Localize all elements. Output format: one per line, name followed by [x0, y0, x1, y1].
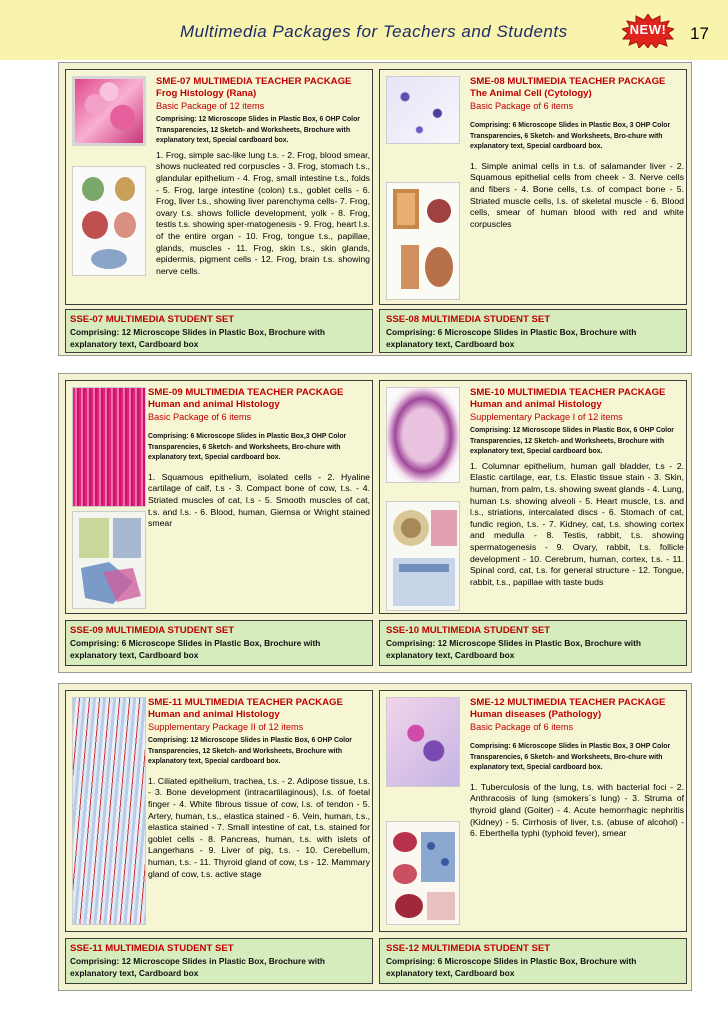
package-code: SME-08 MULTIMEDIA TEACHER PACKAGE — [470, 76, 666, 87]
teacher-package-panel — [379, 380, 687, 614]
student-set-comprising: Comprising: 12 Microscope Slides in Plastic Box, Brochure with explanatory text, Cardboard box — [70, 327, 326, 349]
package-comprising: Comprising: 6 Microscope Slides in Plastic Box,3 OHP Color Transparencies, 6 Sketch- and Worksheets, Bro-chure with explanatory text, Special cardboard box. — [148, 433, 347, 462]
student-set-code: SSE-12 MULTIMEDIA STUDENT SET — [386, 943, 551, 954]
package-name: The Animal Cell (Cytology) — [470, 88, 592, 99]
histology-illustration — [386, 501, 460, 611]
package-subline: Basic Package of 6 items — [148, 412, 252, 422]
package-name: Human and animal Histology — [148, 399, 280, 410]
package-comprising: Comprising: 6 Microscope Slides in Plastic Box, 3 OHP Color Transparencies, 6 Sketch- and Worksheets, Bro-chure with explanatory text, Special cardboard box. — [470, 122, 671, 151]
page-number: 17 — [690, 24, 709, 43]
package-name: Human and animal Histology — [148, 709, 280, 720]
package-subline: Supplementary Package I of 12 items — [470, 412, 623, 422]
teacher-package-panel — [65, 690, 373, 932]
package-block — [58, 373, 692, 673]
package-name: Frog Histology (Rana) — [156, 88, 257, 99]
package-block — [58, 62, 692, 356]
package-name: Human and animal Histology — [470, 399, 602, 410]
teacher-package-panel — [65, 380, 373, 614]
histology-slide-image — [72, 697, 146, 925]
student-set-code: SSE-10 MULTIMEDIA STUDENT SET — [386, 625, 551, 636]
student-set-panel — [65, 620, 373, 666]
package-description: 1. Squamous epithelium, isolated cells - 2. Hyaline cartilage of calf, t.s - 3. Compact bone of cow, t.s. - 4. Striated muscles of cat, l.s - 5. Smooth muscles of cat, t.s. and l.s. - 6. Blood, human, Giemsa or Wright stained smear — [148, 471, 370, 529]
student-set-panel — [379, 620, 687, 666]
package-comprising: Comprising: 12 Microscope Slides in Plastic Box, 6 OHP Color Transparencies, 12 Sketch- and Worksheets, Brochure with explanatory text, Special cardboard box. — [470, 427, 674, 456]
package-subline: Basic Package of 12 items — [156, 101, 265, 111]
kidney-slide-image — [386, 387, 460, 483]
student-set-panel — [379, 309, 687, 353]
animal-cell-slide-image — [386, 76, 460, 144]
new-badge-label: NEW! — [629, 22, 667, 37]
package-code: SME-12 MULTIMEDIA TEACHER PACKAGE — [470, 697, 666, 708]
muscle-histology-slide-image — [72, 387, 146, 507]
package-code: SME-09 MULTIMEDIA TEACHER PACKAGE — [148, 387, 344, 398]
student-set-panel — [65, 309, 373, 353]
frog-histology-slide-image — [72, 76, 146, 146]
package-comprising: Comprising: 12 Microscope Slides in Plastic Box, 6 OHP Color Transparencies, 12 Sketch- and Worksheets, Brochure with explanatory text, Special cardboard box. — [156, 116, 360, 145]
package-subline: Basic Package of 6 items — [470, 722, 574, 732]
student-set-comprising: Comprising: 12 Microscope Slides in Plastic Box, Brochure with explanatory text, Cardboard box — [386, 638, 642, 660]
package-code: SME-07 MULTIMEDIA TEACHER PACKAGE — [156, 76, 352, 87]
page-header — [0, 0, 728, 60]
student-set-panel — [65, 938, 373, 984]
package-description: 1. Simple animal cells in t.s. of salamander liver - 2. Squamous epithelial cells from cheek - 3. Nerve cells and fibers - 4. Bone cells, t.s. of compact bone - 5. Striated muscle cells, l.s. of skeletal muscle - 6. Blood cells, smear of human blood with red and white corpuscles — [470, 160, 684, 229]
package-name: Human diseases (Pathology) — [470, 709, 602, 720]
frog-organs-icon — [73, 167, 146, 276]
package-code: SME-10 MULTIMEDIA TEACHER PACKAGE — [470, 387, 666, 398]
student-set-comprising: Comprising: 6 Microscope Slides in Plastic Box, Brochure with explanatory text, Cardboard box — [70, 638, 321, 660]
package-description: 1. Ciliated epithelium, trachea, t.s. - 2. Adipose tissue, t.s. - 3. Bone development (intracartilaginous), l.s. of foetal finger - 4. White fibrous tissue of cow, l.s. of tendon - 5. Artery, human, t.s., elastica stained - 6. Vein, human, t.s., elastica stained - 7. Small intestine of cat, t.s. stained for goblet cells - 8. Pancreas, human, t.s. with islets of Langerhans - 9. Liver of pig, t.s. - 10. Cerebellum, human, t.s. - 11. Thyroid gland of cow, t.s - 12. Mammary gland of cow, t.s. active stage — [148, 775, 370, 879]
pathology-slide-image — [386, 697, 460, 787]
student-set-comprising: Comprising: 6 Microscope Slides in Plastic Box, Brochure with explanatory text, Cardboard box — [386, 956, 637, 978]
teacher-package-panel — [379, 69, 687, 305]
student-set-code: SSE-09 MULTIMEDIA STUDENT SET — [70, 625, 235, 636]
package-comprising: Comprising: 6 Microscope Slides in Plastic Box, 3 OHP Color Transparencies, 6 Sketch- and Worksheets, Bro-chure with explanatory text, Special cardboard box. — [470, 743, 671, 772]
frog-anatomy-illustration — [72, 166, 146, 276]
package-subline: Supplementary Package II of 12 items — [148, 722, 304, 732]
new-starburst-badge — [622, 14, 674, 48]
organ-sketch-icon — [387, 822, 460, 925]
tissue-sketch-icon — [73, 512, 146, 609]
package-code: SME-11 MULTIMEDIA TEACHER PACKAGE — [148, 697, 343, 708]
teacher-package-panel — [65, 69, 373, 305]
package-block — [58, 683, 692, 991]
student-set-panel — [379, 938, 687, 984]
teacher-package-panel — [379, 690, 687, 932]
package-description: 1. Tuberculosis of the lung, t.s. with bacterial foci - 2. Anthracosis of lung (smokers´s lung) - 3. Struma of thyroid gland (Goiter) - 4. Acute hemorrhagic nephritis (Kidney) - 5. Cirrhosis of liver, t.s. (abuse of alcohol) - 6. Eberthella typhi (typhoid fever), smear — [470, 781, 684, 839]
animal-cell-illustration — [386, 182, 460, 300]
student-set-code: SSE-08 MULTIMEDIA STUDENT SET — [386, 314, 551, 325]
student-set-comprising: Comprising: 6 Microscope Slides in Plastic Box, Brochure with explanatory text, Cardboard box — [386, 327, 637, 349]
student-set-code: SSE-11 MULTIMEDIA STUDENT SET — [70, 943, 234, 954]
cell-types-icon — [387, 183, 460, 300]
student-set-comprising: Comprising: 12 Microscope Slides in Plastic Box, Brochure with explanatory text, Cardboard box — [70, 956, 326, 978]
page-title: Multimedia Packages for Teachers and Students — [180, 22, 568, 41]
tissue-sketch-icon — [387, 502, 460, 611]
package-comprising: Comprising: 12 Microscope Slides in Plastic Box, 6 OHP Color Transparencies, 12 Sketch- and Worksheets, Brochure with explanatory text, Special cardboard box. — [148, 737, 352, 766]
package-description: 1. Columnar epithelium, human gall bladder, t.s - 2. Elastic cartilage, ear, t.s. Elastic tissue stain - 3. Skin, human, from palm, t.s. showing sweat glands - 4. Lung, human t.s. showing alveoli - 5. Heart muscle, t.s. and l.s., striations, intercalated discs - 6. Stomach of cat, fundic region, t.s. - 7. Kidney, cat, t.s. showing cortex and medulla - 8. Testis, rabbit, t.s. showing spermatogenesis - 9. Ovary, rabbit, t.s. follicle development - 10. Cerebrum, human, cortex, t.s. - 11. Spinal cord, cat, t.s. for general structure - 12. Tongue, rabbit, t.s., papillae with taste buds — [470, 460, 684, 587]
pathology-illustration — [386, 821, 460, 925]
student-set-code: SSE-07 MULTIMEDIA STUDENT SET — [70, 314, 235, 325]
histology-illustration — [72, 511, 146, 609]
package-subline: Basic Package of 6 items — [470, 101, 574, 111]
package-description: 1. Frog, simple sac-like lung t.s. - 2. Frog, blood smear, shows nucleated red corpuscles - 3. Frog, stomach t.s., glandular epithelium - 4. Frog, small intestine t.s., folds - 5. Frog, large intestine (colon) t.s., goblet cells - 6. Frog, liver t.s., showing liver parenchyma cells- 7. Frog, ovary t.s. shows follicle development, yolk - 8. Frog, testis t.s. showing sper-matogenesis - 9. Frog, heart l.s. of the entire organ - 10. Frog, tongue t.s., papillae, glands, muscles - 11. Frog, skin t.s., skin glands, epidermis, pigment cells - 12. Frog, brain t.s. showing nerve cells. — [156, 149, 370, 276]
